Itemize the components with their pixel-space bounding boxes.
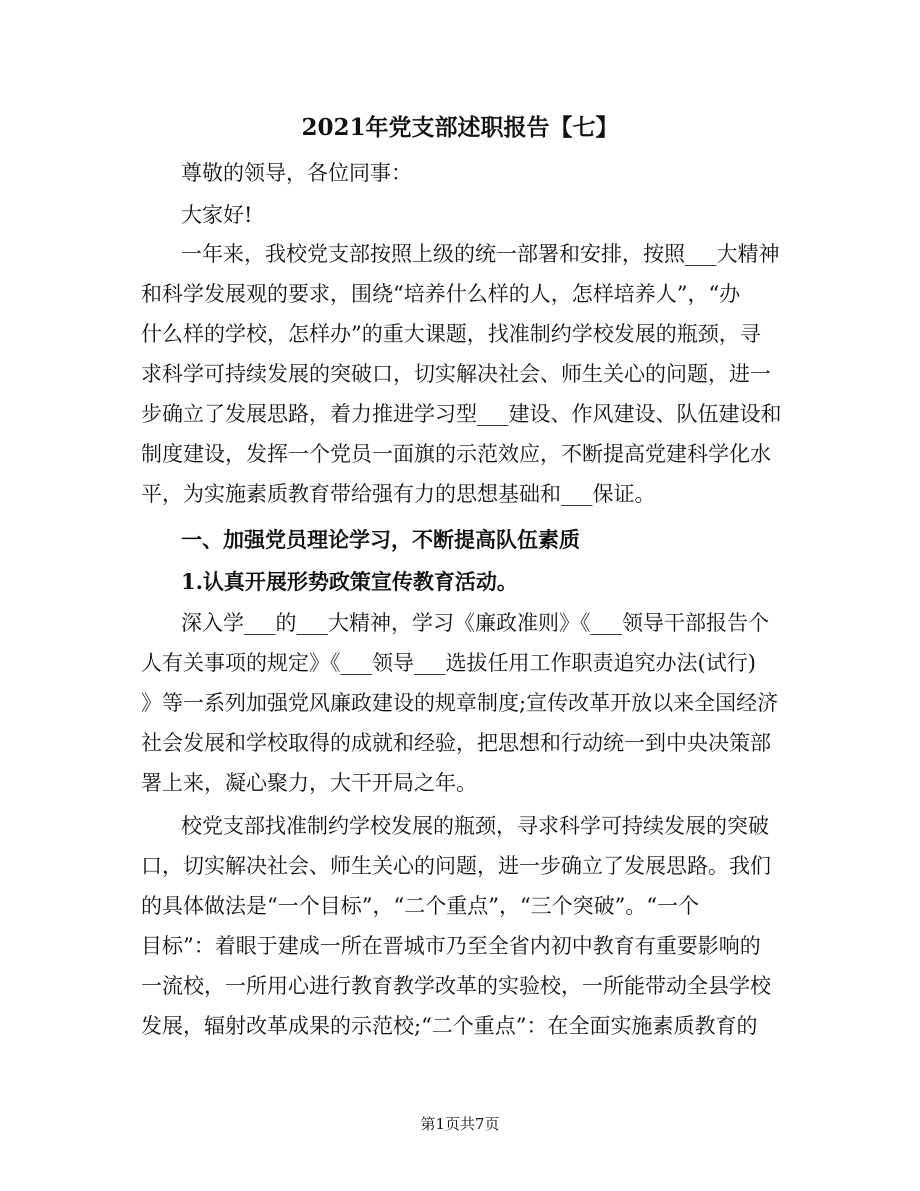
paragraph-line: 制度建设，发挥一个党员一面旗的示范效应，不断提高党建科学化水 bbox=[141, 442, 771, 466]
paragraph-line: 发展，辐射改革成果的示范校;“二个重点”：在全面实施素质教育的 bbox=[141, 1014, 758, 1038]
document-title: 2021年党支部述职报告【七】 bbox=[301, 114, 619, 141]
page-number: 第1页共7页 bbox=[420, 1115, 500, 1133]
paragraph-line: 》等一系列加强党风廉政建设的规章制度;宣传改革开放以来全国经济 bbox=[141, 691, 779, 715]
paragraph-line: 署上来，凝心聚力，大干开局之年。 bbox=[141, 771, 477, 795]
section-heading: 一、加强党员理论学习，不断提高队伍素质 bbox=[181, 527, 580, 552]
paragraph-line: 目标”：着眼于建成一所在晋城市乃至全省内初中教育有重要影响的 bbox=[141, 934, 761, 958]
paragraph-line: 一流校，一所用心进行教育教学改革的实验校，一所能带动全县学校 bbox=[141, 974, 771, 998]
paragraph-line: 一年来，我校党支部按照上级的统一部署和安排，按照___大精神 bbox=[181, 242, 780, 266]
subsection-heading: 1.认真开展形势政策宣传教育活动。 bbox=[181, 569, 518, 594]
paragraph-line: 平，为实施素质教育带给强有力的思想基础和___保证。 bbox=[141, 482, 656, 506]
paragraph-line: 步确立了发展思路，着力推进学习型___建设、作风建设、队伍建设和 bbox=[141, 402, 782, 426]
paragraph-line: 社会发展和学校取得的成就和经验，把思想和行动统一到中央决策部 bbox=[141, 731, 771, 755]
salutation-line: 大家好! bbox=[181, 203, 253, 227]
paragraph-line: 口，切实解决社会、师生关心的问题，进一步确立了发展思路。我们 bbox=[141, 854, 771, 878]
paragraph-line: 校党支部找准制约学校发展的瓶颈，寻求科学可持续发展的突破 bbox=[181, 814, 769, 838]
paragraph-line: 的具体做法是“一个目标”，“二个重点”，“三个突破”。“一个 bbox=[141, 894, 700, 918]
paragraph-line: 什么样的学校，怎样办”的重大课题，找准制约学校发展的瓶颈，寻 bbox=[141, 322, 761, 346]
paragraph-line: 深入学___的___大精神，学习《廉政准则》《___领导干部报告个 bbox=[181, 611, 769, 635]
paragraph-line: 和科学发展观的要求，围绕“培养什么样的人，怎样培养人”，“办 bbox=[141, 282, 741, 306]
paragraph-line: 求科学可持续发展的突破口，切实解决社会、师生关心的问题，进一 bbox=[141, 362, 771, 386]
paragraph-line: 人有关事项的规定》《___领导___选拔任用工作职责追究办法(试行) bbox=[141, 651, 756, 675]
greeting-line: 尊敬的领导，各位同事： bbox=[181, 161, 412, 185]
